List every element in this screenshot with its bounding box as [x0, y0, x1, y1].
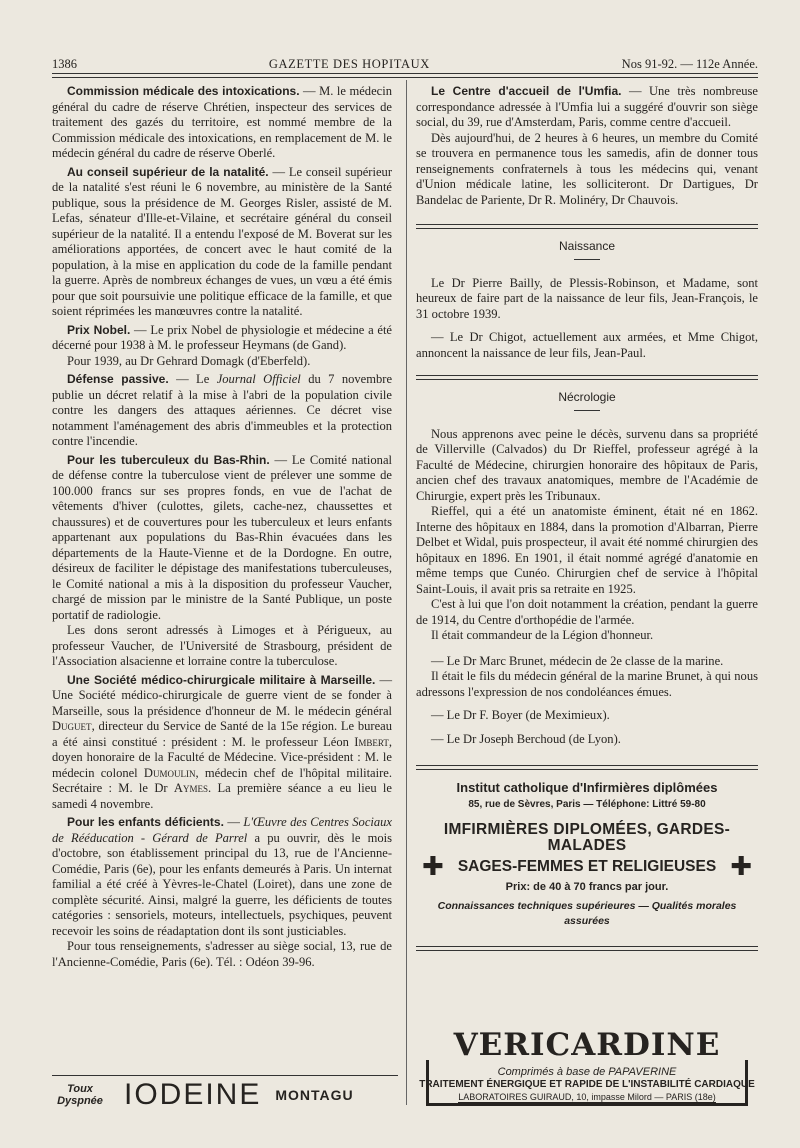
person-name: Aymes — [173, 781, 208, 795]
body: — Une très nombreuse correspondance adressée à l'Umfia lui a suggéré d'ouvrir son siège social, du 39, rue d'Amsterdam, Paris, comme centre d'accueil. — [416, 84, 759, 129]
ad-rule — [52, 1075, 398, 1076]
article-nobel — [52, 323, 392, 354]
body: — — [223, 815, 244, 829]
heading: Commission médicale des intoxications. — [67, 84, 300, 98]
section-title-necrologie: Nécrologie — [558, 390, 616, 404]
heading: Défense passive. — [67, 372, 169, 386]
naissance-1: Le Dr Pierre Bailly, de Plessis-Robinson, et Madame, sont heureux de faire part de la naissance de leur fils, Jean-François, le 31 octobre 1939. — [416, 275, 758, 321]
person-name: Imbert — [354, 734, 389, 749]
ad-symptoms — [52, 1083, 108, 1107]
body: — M. le médecin général du cadre de réserve Chrétien, inspecteur des services de traitement des gazés du territoire, est nommé membre de la Commission médicale des intoxications, en remplacement de M. le médecin général du cadre de réserve Oberlé. — [52, 84, 392, 160]
ad-institut — [416, 780, 758, 930]
page-header — [52, 50, 758, 72]
heading: Prix Nobel. — [67, 322, 131, 337]
section-underline — [574, 410, 600, 411]
necrologie-1: Nous apprenons avec peine le décès, survenu dans sa propriété de Villerville (Calvados) du Dr Rieffel, professeur agrégé à la Faculté de Médecine, chirurgien honoraire des hôpitaux de Paris, ancien chef des travaux anatomiques, membre de l'Académie de Chirurgie, expert près les Tribunaux. — [416, 426, 758, 503]
ad-brand: IODEINE — [124, 1078, 262, 1111]
ad-tagline: TRAITEMENT ÉNERGIQUE ET RAPIDE DE L'INSTABILITÉ CARDIAQUE — [419, 1079, 755, 1090]
journal-title: GAZETTE DES HOPITAUX — [268, 57, 430, 71]
article-nobel-2: Pour 1939, au Dr Gehrard Domagk (d'Eberfeld). — [67, 353, 311, 368]
body: — Le conseil supérieur de la natalité s'est réuni le 6 novembre, au ministère de la Santé publique, sous la présidence de M. Georges Risler, assisté de M. Lefas, sénateur d'Ille-et-Vilaine, et secrétaire général du conseil supérieur de la natalité. Il a entendu l'exposé de M. Boverat sur les améliorations apportées, de concert avec le haut comité de la population, à la mise en application du code de la famille pendant la guerre. Après de nombreux échanges de vues, un vœu a été émis pour que soit poursuivie une politique efficace de la famille, et que soient réprimées les manœuvres contre la natalité. — [52, 164, 392, 318]
ad-brand: VERICARDINE — [453, 1027, 721, 1063]
section-underline — [574, 259, 600, 260]
ad-institut-address: 85, rue de Sèvres, Paris — Téléphone: Littré 59-80 — [468, 798, 706, 810]
article-umfia — [416, 84, 758, 131]
article-umfia-2: Dès aujourd'hui, de 2 heures à 6 heures, un membre du Comité se trouvera en permanence tous les samedis, afin de donner tous renseignements confraternels à tous les médecins qui, venant d'Union médicale latine, les solliciteront. Dr Dartigues, Dr Bandelac de Pariente, Dr R. Molinéry, Dr Chauvois. — [416, 130, 758, 207]
ad-subtitle: Comprimés à base de PAPAVERINE — [497, 1066, 677, 1078]
section-rule — [416, 375, 758, 380]
journal-name: Journal Officiel — [216, 372, 301, 386]
necrologie-2: Rieffel, qui a été un anatomiste éminent, était né en 1862. Interne des hôpitaux en 1884, dans la promotion d'Albarran, Pierre Delbet et Widal, puis prospecteur, il avait été nommé chirurgien des hôpitaux en 1896. En 1901, il était nommé agrégé d'anatomie en même temps que Cunéo. Chirurgien chef de service à l'hôpital Saint-Louis, il avait pris sa retraite en 1925. — [416, 504, 758, 596]
ad-lab-text: LABORATOIRES GUIRAUD, 10, impasse Milord — PARIS (18e) — [458, 1092, 716, 1102]
body: — Une Société médico-chirurgicale de guerre vient de se fonder à Marseille, sous la présidence d'honneur de M. le médecin général — [52, 672, 393, 718]
article-defense — [52, 372, 392, 450]
article-natalite — [52, 165, 392, 320]
body: — Le prix Nobel de physiologie et médecine a été décerné pour 1938 à M. le professeur Heymans (de Gand). — [52, 322, 393, 352]
body: — Le Comité national de défense contre la tuberculose vient de prélever une somme de 100.000 francs sur ses propres fonds, en vue de l'achat de vêtements d'hiver (culottes, gilets, cache-nez, chaussettes et chaussures) et de couvertures pour les tuberculeux et leurs enfants appartenant aux populations du Bas-Rhin évacuées dans les départements de la Haute-Vienne et de la Dordogne. En outre, désireux de faciliter le dépistage des manifestations tuberculeuses, le Comité national a mis à la disposition du professeur Vaucher, chargé de mission par le ministre de la Santé Publique, un poste portatif de radiologie. — [52, 452, 392, 622]
ad-maker: MONTAGU — [275, 1087, 354, 1103]
section-title-naissance: Naissance — [558, 239, 616, 253]
heading: Au conseil supérieur de la natalité. — [67, 164, 269, 179]
naissance-2: — Le Dr Chigot, actuellement aux armées, et Mme Chigot, annoncent la naissance de leur fils, Jean-Paul. — [416, 330, 758, 360]
heading: Le Centre d'accueil de l'Umfia. — [431, 84, 622, 98]
symptom-dyspnee: Dyspnée — [57, 1095, 103, 1107]
necrologie-3: C'est à lui que l'on doit notamment la création, pendant la guerre de 1914, du Centre d'orthopédie de l'armée. — [416, 597, 758, 627]
right-column — [416, 84, 758, 961]
ad-institut-row — [416, 854, 758, 880]
page-number: 1386 — [52, 57, 77, 71]
necrologie-4: Il était commandeur de la Légion d'honneur. — [431, 628, 654, 642]
heading: Pour les tuberculeux du Bas-Rhin. — [67, 452, 270, 467]
body: . La première séance a eu lieu le samedi 4 novembre. — [52, 781, 392, 811]
necrologie-5: — Le Dr Marc Brunet, médecin de 2e classe de la marine. — [431, 653, 724, 668]
left-column — [52, 84, 392, 970]
ad-institut-line: SAGES-FEMMES ET RELIGIEUSES — [457, 858, 717, 876]
issue-info: Nos 91-92. — 112e Année. — [621, 57, 758, 71]
section-rule — [416, 224, 758, 229]
necrologie-6: Il était le fils du médecin général de la marine Brunet, à qui nous adressons l'expression de nos condoléances émues. — [416, 669, 758, 699]
cross-icon: ✚ — [422, 852, 444, 882]
ad-institut-price: Prix: de 40 à 70 francs par jour. — [505, 881, 669, 893]
ad-vericardine — [418, 1028, 756, 1106]
person-name: Duguet — [52, 719, 92, 733]
article-deficients-2: Pour tous renseignements, s'adresser au siège social, 13, rue de l'Ancienne-Comédie, Paris (6e). Tél. : Odéon 39-96. — [52, 939, 392, 969]
organisation-name: L'Œuvre des Centres Sociaux de Rééducation - Gérard de Parrel — [52, 815, 392, 845]
body: a pu ouvrir, dès le mois d'octobre, son établissement principal du 13, rue de l'Ancienne-Comédie, Paris (6e), pour les enfants demeurés à Paris. Un internat familial a été créé à Yèvres-le-Chatel (Loiret), dans une zone de complète sécurité. Ainsi, malgré la guerre, les déficients de toutes catégories : sensoriels, moteurs, intellectuels, psychiques, peuvent recevoir les soins de réadaptation dont ils sont justiciables. — [52, 830, 392, 938]
ad-institut-name: Institut catholique d'Infirmières diplômées — [456, 780, 718, 795]
article-tuberculeux — [52, 453, 392, 624]
section-rule — [416, 946, 758, 951]
ad-lab — [418, 1092, 756, 1102]
column-divider — [406, 80, 407, 1105]
cross-icon: ✚ — [730, 852, 752, 882]
symptom-toux: Toux — [67, 1083, 93, 1095]
body: , médecin chef de l'hôpital militaire. Secrétaire : M. le Dr — [52, 765, 392, 795]
body: — Le — [168, 372, 217, 386]
necrologie-7: — Le Dr F. Boyer (de Meximieux). — [431, 708, 610, 722]
person-name: Dumoulin — [143, 765, 196, 780]
body: , directeur du Service de Santé de la 15e région. Le bureau a été ainsi constitué : président : M. le professeur Léon — [52, 719, 392, 749]
header-rule — [52, 73, 758, 78]
body: , doyen honoraire de la Faculté de Médecine. Vice-président : M. le médecin colonel — [52, 734, 392, 780]
article-deficients — [52, 815, 392, 939]
article-tuberculeux-2: Les dons seront adressés à Limoges et à Périgueux, au professeur Vaucher, de l'Université de Strasbourg, président de l'Association alsacienne et lorraine contre la tuberculose. — [52, 623, 392, 668]
article-societe — [52, 673, 392, 813]
ad-iodeine — [52, 1080, 398, 1110]
necrologie-8: — Le Dr Joseph Berchoud (de Lyon). — [431, 731, 621, 746]
body: du 7 novembre publie un décret relatif à la mise à l'abri de la population civile contre les dangers des attaques aériennes. Ce décret vise notamment l'aménagement des abris d'immeubles et la protection contre l'incendie. — [52, 372, 393, 448]
heading: Pour les enfants déficients. — [67, 815, 224, 829]
ad-institut-line: IMFIRMIÈRES DIPLOMÉES, GARDES-MALADES — [443, 821, 731, 854]
article-commission — [52, 84, 392, 162]
section-rule — [416, 765, 758, 770]
heading: Une Société médico-chirurgicale militaire à Marseille. — [67, 672, 376, 687]
ad-institut-tagline: Connaissances techniques supérieures — Qualités morales assurées — [437, 899, 737, 927]
